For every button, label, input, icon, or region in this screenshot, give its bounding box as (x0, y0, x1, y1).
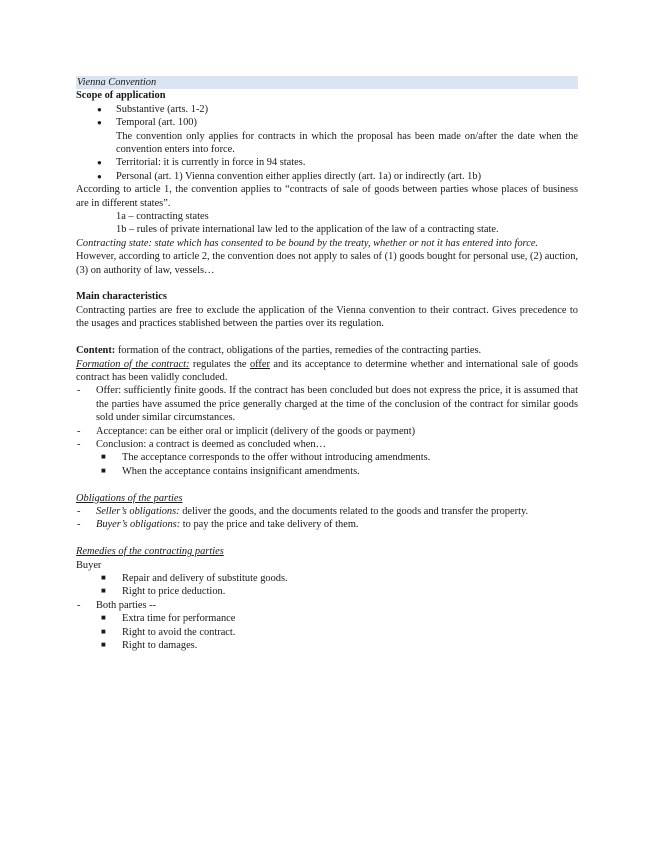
list-item: - Seller’s obligations: deliver the goods, and the documents related to the goods and transfer the property. (77, 505, 529, 517)
dash-marker: - (77, 438, 81, 450)
dash-marker: - (77, 519, 81, 531)
scope-heading: Scope of application (76, 90, 166, 102)
list-item: ■ The acceptance corresponds to the offer without introducing amendments. (101, 452, 431, 464)
main-characteristics-heading: Main characteristics (76, 291, 167, 303)
formation-paragraph: Formation of the contract: regulates the offer and its acceptance to determine whether and international sale of goods contract has been validly concluded. (76, 358, 578, 383)
item-1a: 1a – contracting states (116, 211, 209, 223)
list-item: ■ Right to avoid the contract. (101, 626, 236, 638)
list-item: ● Personal (art. 1) Vienna convention either applies directly (art. 1a) or indirectly (art. 1b) (97, 170, 482, 182)
bullet-icon: ● (97, 158, 102, 168)
list-item: ■ Repair and delivery of substitute goods. (101, 572, 288, 584)
square-bullet-icon: ■ (101, 640, 106, 649)
list-item: ■ Right to price deduction. (101, 586, 226, 598)
item-1b: 1b – rules of private international law led to the application of the law of a contracting state. (116, 224, 499, 236)
bullet-icon: ● (97, 171, 102, 181)
content-paragraph: Content: formation of the contract, obligations of the parties, remedies of the contracting parties. (76, 345, 482, 357)
list-item: - Acceptance: can be either oral or implicit (delivery of the goods or payment) (77, 425, 416, 437)
list-item: ● Territorial: it is currently in force in 94 states. (97, 157, 306, 169)
list-item: ● Substantive (arts. 1-2) (97, 103, 209, 115)
list-item: ■ Extra time for performance (101, 613, 236, 625)
obligations-heading: Obligations of the parties (76, 492, 183, 504)
contracting-state-definition: Contracting state: state which has consented to be bound by the treaty, whether or not it has entered into force. (76, 237, 539, 249)
remedies-heading: Remedies of the contracting parties (76, 546, 224, 558)
list-item: - Buyer’s obligations: to pay the price and take delivery of them. (77, 519, 359, 531)
list-item: ■ When the acceptance contains insignificant amendments. (101, 465, 360, 477)
document-title: Vienna Convention (76, 76, 578, 89)
dash-marker: - (77, 385, 81, 397)
square-bullet-icon: ■ (101, 465, 106, 475)
list-item: - Both parties -- (77, 599, 157, 611)
main-characteristics-text: Contracting parties are free to exclude the application of the Vienna convention to their contract. Gives precedence to the usages and practices stablished between the parties over its regulation. (76, 304, 578, 330)
list-item: - Offer: sufficiently finite goods. If the contract has been concluded but does not express the price, it is assumed that the parties have assumed the price generally charged at the time of the conclusion of the contract for similar goods sold under similar circumstances. (77, 385, 578, 424)
square-bullet-icon: ■ (101, 626, 106, 636)
dash-marker: - (77, 425, 81, 437)
list-item: - Conclusion: a contract is deemed as concluded when… (77, 438, 326, 450)
dash-marker: - (77, 505, 81, 517)
square-bullet-icon: ■ (101, 572, 106, 582)
bullet-icon: ● (97, 118, 102, 128)
buyer-label: Buyer (76, 559, 102, 571)
document-page (76, 76, 578, 652)
square-bullet-icon: ■ (101, 613, 106, 623)
temporal-note: The convention only applies for contracts in which the proposal has been made on/after the date when the convention enters into force. (116, 130, 578, 156)
list-item: ● Temporal (art. 100) (97, 117, 197, 129)
article1-paragraph: According to article 1, the convention applies to “contracts of sale of goods between parties whose places of business are in different states”. (76, 184, 578, 209)
article2-paragraph: However, according to article 2, the convention does not apply to sales of (1) goods bought for personal use, (2) auction, (3) on authority of law, vessels… (76, 251, 578, 276)
dash-marker: - (77, 599, 81, 611)
bullet-icon: ● (97, 104, 102, 114)
square-bullet-icon: ■ (101, 452, 106, 462)
square-bullet-icon: ■ (101, 586, 106, 596)
list-item: ■ Right to damages. (101, 640, 198, 651)
